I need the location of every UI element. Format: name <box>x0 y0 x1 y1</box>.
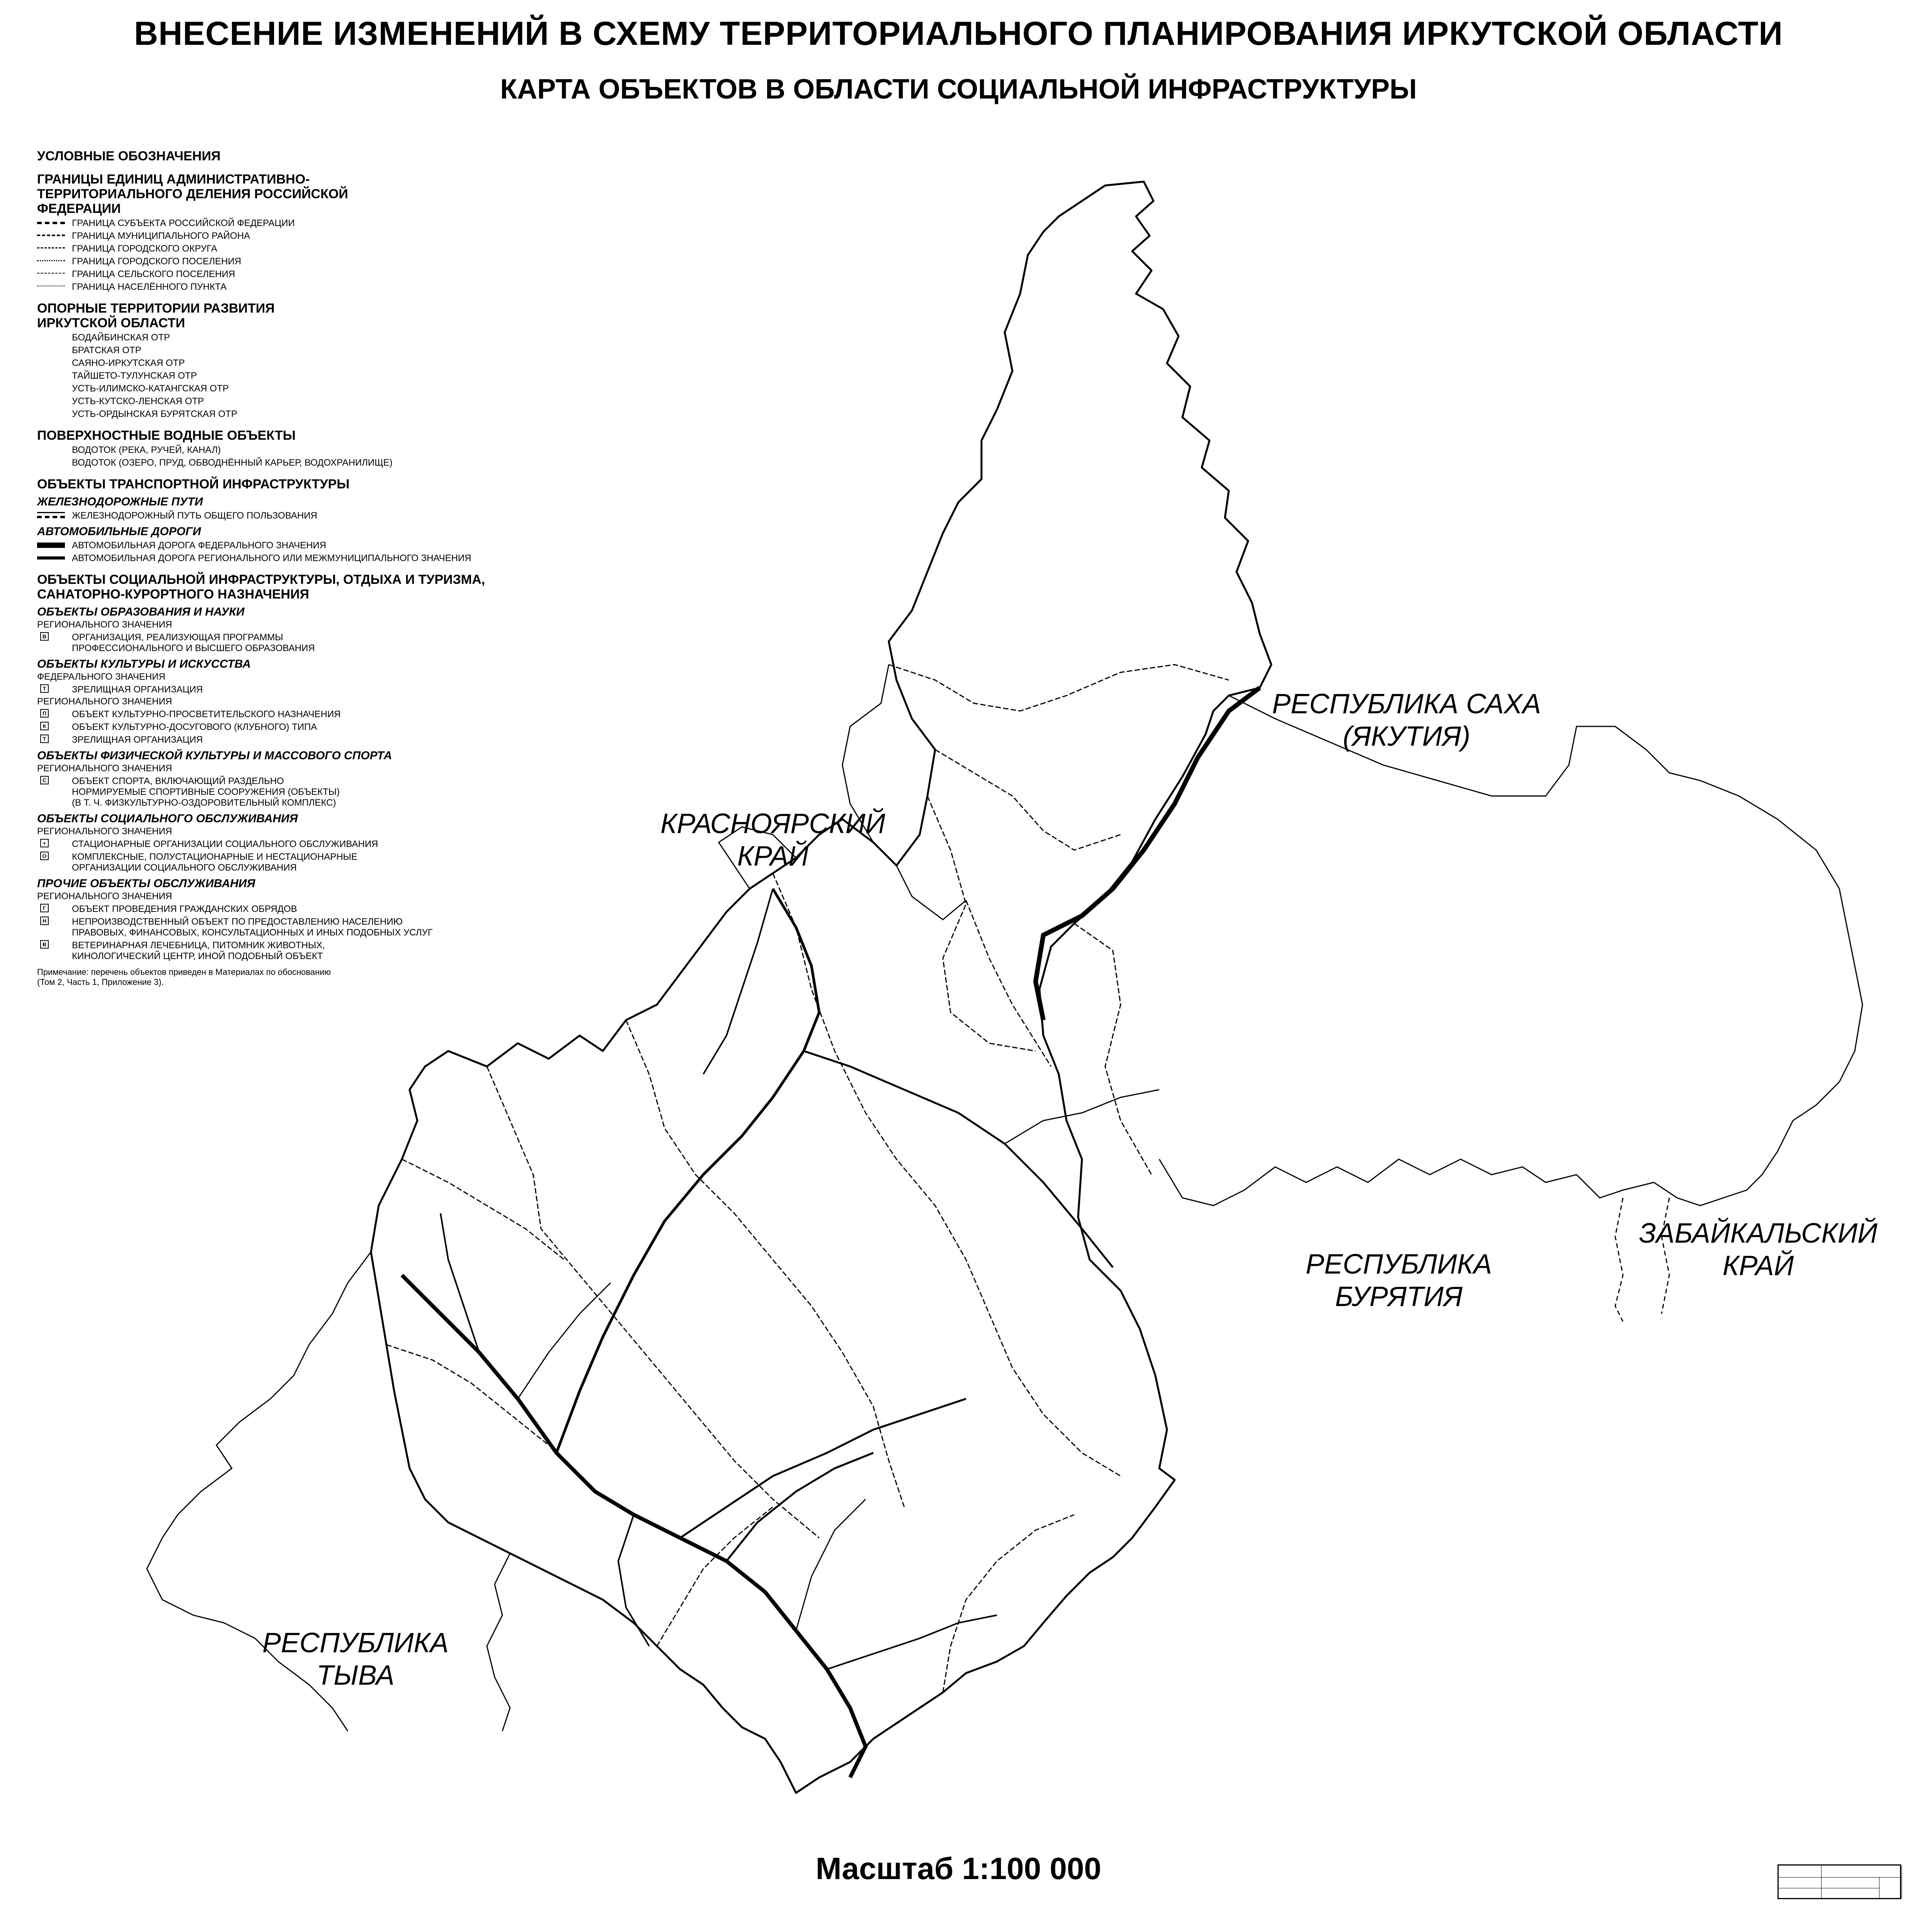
map-subtitle: КАРТА ОБЪЕКТОВ В ОБЛАСТИ СОЦИАЛЬНОЙ ИНФРАСТРУКТУРЫ <box>500 74 1417 105</box>
legend-item: УСТЬ-КУТСКО-ЛЕНСКАЯ ОТР <box>37 396 524 407</box>
legend-item: УСТЬ-ИЛИМСКО-КАТАНГСКАЯ ОТР <box>37 383 524 394</box>
boundary-locality-symbol <box>37 282 68 291</box>
map-title: ВНЕСЕНИЕ ИЗМЕНЕНИЙ В СХЕМУ ТЕРРИТОРИАЛЬНОГО ПЛАНИРОВАНИЯ ИРКУТСКОЙ ОБЛАСТИ <box>134 15 1783 52</box>
legend-item: ГРАНИЦА ГОРОДСКОГО ПОСЕЛЕНИЯ <box>37 256 524 267</box>
map-scale: Масштаб 1:100 000 <box>816 1851 1101 1886</box>
legend-significance: РЕГИОНАЛЬНОГО ЗНАЧЕНИЯ <box>37 891 172 901</box>
legend-significance: РЕГИОНАЛЬНОГО ЗНАЧЕНИЯ <box>37 696 172 707</box>
legend-item: О КОМПЛЕКСНЫЕ, ПОЛУСТАЦИОНАРНЫЕ И НЕСТАЦИОНАРНЫЕ ОРГАНИЗАЦИИ СОЦИАЛЬНОГО ОБСЛУЖИВАНИЯ <box>37 852 524 873</box>
boundary-urban-settlement-symbol <box>37 256 68 265</box>
otr-symbol <box>37 383 68 393</box>
boundary-rural-settlement-symbol <box>37 269 68 278</box>
otr-symbol <box>37 396 68 405</box>
sport-facility-icon: С <box>37 776 68 785</box>
legend-item: ГРАНИЦА СУБЪЕКТА РОССИЙСКОЙ ФЕДЕРАЦИИ <box>37 218 524 229</box>
legend-water-heading: ПОВЕРХНОСТНЫЕ ВОДНЫЕ ОБЪЕКТЫ <box>37 428 296 443</box>
legend-item: ГРАНИЦА ГОРОДСКОГО ОКРУГА <box>37 243 524 254</box>
title-block-stamp <box>1778 1864 1901 1899</box>
legend-item: ГРАНИЦА СЕЛЬСКОГО ПОСЕЛЕНИЯ <box>37 269 524 280</box>
legend-item: САЯНО-ИРКУТСКАЯ ОТР <box>37 358 524 369</box>
legend-item: БРАТСКАЯ ОТР <box>37 345 524 356</box>
regional-theatre-icon: Т <box>37 735 68 744</box>
legend-transport-heading: ОБЪЕКТЫ ТРАНСПОРТНОЙ ИНФРАСТРУКТУРЫ <box>37 477 350 492</box>
legend-note: Примечание: перечень объектов приведен в Материалах по обоснованию (Том 2, Часть 1, Приложение 3). <box>37 967 331 987</box>
legend-item: АВТОМОБИЛЬНАЯ ДОРОГА ФЕДЕРАЛЬНОГО ЗНАЧЕНИЯ <box>37 540 524 551</box>
complex-social-service-icon: О <box>37 852 68 861</box>
legend-item: ТАЙШЕТО-ТУЛУНСКАЯ ОТР <box>37 371 524 381</box>
federal-theatre-icon: Т <box>37 684 68 694</box>
legend-social-heading: ОБЪЕКТЫ СОЦИАЛЬНОЙ ИНФРАСТРУКТУРЫ, ОТДЫХА И ТУРИЗМА, САНАТОРНО-КУРОРТНОГО НАЗНАЧЕНИЯ <box>37 572 485 602</box>
legend-sport-heading: ОБЪЕКТЫ ФИЗИЧЕСКОЙ КУЛЬТУРЫ И МАССОВОГО СПОРТА <box>37 749 392 762</box>
legend-boundaries-heading: ГРАНИЦЫ ЕДИНИЦ АДМИНИСТРАТИВНО-ТЕРРИТОРИАЛЬНОГО ДЕЛЕНИЯ РОССИЙСКОЙ ФЕДЕРАЦИИ <box>37 172 348 216</box>
legend-significance: ФЕДЕРАЛЬНОГО ЗНАЧЕНИЯ <box>37 672 165 682</box>
legend-road-heading: АВТОМОБИЛЬНЫЕ ДОРОГИ <box>37 525 201 538</box>
watercourse-symbol <box>37 445 68 454</box>
map-legend <box>37 149 524 987</box>
legend-item: В ОРГАНИЗАЦИЯ, РЕАЛИЗУЮЩАЯ ПРОГРАММЫ ПРОФЕССИОНАЛЬНОГО И ВЫСШЕГО ОБРАЗОВАНИЯ <box>37 632 524 654</box>
legend-item: Т ЗРЕЛИЩНАЯ ОРГАНИЗАЦИЯ <box>37 735 524 745</box>
veterinary-icon: В <box>37 940 68 949</box>
legend-item: БОДАЙБИНСКАЯ ОТР <box>37 332 524 343</box>
otr-symbol <box>37 345 68 354</box>
legend-significance: РЕГИОНАЛЬНОГО ЗНАЧЕНИЯ <box>37 619 172 630</box>
otr-symbol <box>37 409 68 418</box>
legend-significance: РЕГИОНАЛЬНОГО ЗНАЧЕНИЯ <box>37 763 172 774</box>
legend-item: Г ОБЪЕКТ ПРОВЕДЕНИЯ ГРАЖДАНСКИХ ОБРЯДОВ <box>37 904 524 915</box>
legend-item: С ОБЪЕКТ СПОРТА, ВКЛЮЧАЮЩИЙ РАЗДЕЛЬНО НОРМИРУЕМЫЕ СПОРТИВНЫЕ СООРУЖЕНИЯ (ОБЪЕКТЫ) (В Т. Ч. ФИЗКУЛЬТУРНО-ОЗДОРОВИТЕЛЬНЫЙ КОМПЛЕКС) <box>37 776 524 808</box>
water-body-symbol <box>37 457 68 467</box>
legend-significance: РЕГИОНАЛЬНОГО ЗНАЧЕНИЯ <box>37 826 172 837</box>
legend-item: ВОДОТОК (ОЗЕРО, ПРУД, ОБВОДНЁННЫЙ КАРЬЕР, ВОДОХРАНИЛИЩЕ) <box>37 457 524 468</box>
label-krasnoyarsk-krai: КРАСНОЯРСКИЙ КРАЙ <box>660 808 885 872</box>
legend-item: + СТАЦИОНАРНЫЕ ОРГАНИЗАЦИИ СОЦИАЛЬНОГО ОБСЛУЖИВАНИЯ <box>37 839 524 850</box>
legend-culture-heading: ОБЪЕКТЫ КУЛЬТУРЫ И ИСКУССТВА <box>37 658 251 670</box>
legend-item: АВТОМОБИЛЬНАЯ ДОРОГА РЕГИОНАЛЬНОГО ИЛИ МЕЖМУНИЦИПАЛЬНОГО ЗНАЧЕНИЯ <box>37 553 524 564</box>
legend-item: ГРАНИЦА НАСЕЛЁННОГО ПУНКТА <box>37 282 524 293</box>
otr-symbol <box>37 358 68 367</box>
regional-road-symbol <box>37 553 68 562</box>
inpatient-social-service-icon: + <box>37 839 68 848</box>
legend-otr-heading: ОПОРНЫЕ ТЕРРИТОРИИ РАЗВИТИЯ ИРКУТСКОЙ ОБЛАСТИ <box>37 301 275 330</box>
club-icon: К <box>37 722 68 731</box>
boundary-subject-symbol <box>37 218 68 227</box>
legend-item: ВОДОТОК (РЕКА, РУЧЕЙ, КАНАЛ) <box>37 445 524 456</box>
federal-road-symbol <box>37 540 68 549</box>
legend-item: К ОБЪЕКТ КУЛЬТУРНО-ДОСУГОВОГО (КЛУБНОГО) ТИПА <box>37 722 524 733</box>
legend-social-service-heading: ОБЪЕКТЫ СОЦИАЛЬНОГО ОБСЛУЖИВАНИЯ <box>37 812 298 825</box>
label-republic-buryatia: РЕСПУБЛИКА БУРЯТИЯ <box>1305 1249 1492 1312</box>
legend-item: П ОБЪЕКТ КУЛЬТУРНО-ПРОСВЕТИТЕЛЬСКОГО НАЗНАЧЕНИЯ <box>37 709 524 720</box>
otr-symbol <box>37 332 68 342</box>
legend-other-services-heading: ПРОЧИЕ ОБЪЕКТЫ ОБСЛУЖИВАНИЯ <box>37 877 255 890</box>
legend-item: Т ЗРЕЛИЩНАЯ ОРГАНИЗАЦИЯ <box>37 684 524 695</box>
label-zabaikalsky-krai: ЗАБАЙКАЛЬСКИЙ КРАЙ <box>1639 1218 1878 1281</box>
legend-item: УСТЬ-ОРДЫНСКАЯ БУРЯТСКАЯ ОТР <box>37 409 524 420</box>
legend-item: В ВЕТЕРИНАРНАЯ ЛЕЧЕБНИЦА, ПИТОМНИК ЖИВОТНЫХ, КИНОЛОГИЧЕСКИЙ ЦЕНТР, ИНОЙ ПОДОБНЫЙ ОБЪЕКТ <box>37 940 524 962</box>
consulting-services-icon: Н <box>37 917 68 926</box>
boundary-district-symbol <box>37 231 68 240</box>
railway-symbol <box>37 510 68 520</box>
legend-heading: УСЛОВНЫЕ ОБОЗНАЧЕНИЯ <box>37 149 221 163</box>
cultural-education-icon: П <box>37 709 68 718</box>
boundary-city-okrug-symbol <box>37 243 68 253</box>
civil-ceremony-icon: Г <box>37 904 68 913</box>
label-republic-tyva: РЕСПУБЛИКА ТЫВА <box>262 1628 449 1691</box>
legend-item: Н НЕПРОИЗВОДСТВЕННЫЙ ОБЪЕКТ ПО ПРЕДОСТАВЛЕНИЮ НАСЕЛЕНИЮ ПРАВОВЫХ, ФИНАНСОВЫХ, КОНСУЛЬТАЦИОННЫХ И ИНЫХ ПОДОБНЫХ УСЛУГ <box>37 917 524 938</box>
legend-item: ЖЕЛЕЗНОДОРОЖНЫЙ ПУТЬ ОБЩЕГО ПОЛЬЗОВАНИЯ <box>37 510 524 521</box>
education-org-icon: В <box>37 632 68 641</box>
otr-symbol <box>37 371 68 380</box>
legend-education-heading: ОБЪЕКТЫ ОБРАЗОВАНИЯ И НАУКИ <box>37 605 245 618</box>
legend-item: ГРАНИЦА МУНИЦИПАЛЬНОГО РАЙОНА <box>37 231 524 242</box>
label-republic-sakha: РЕСПУБЛИКА САХА (ЯКУТИЯ) <box>1272 689 1541 752</box>
legend-rail-heading: ЖЕЛЕЗНОДОРОЖНЫЕ ПУТИ <box>37 495 203 508</box>
